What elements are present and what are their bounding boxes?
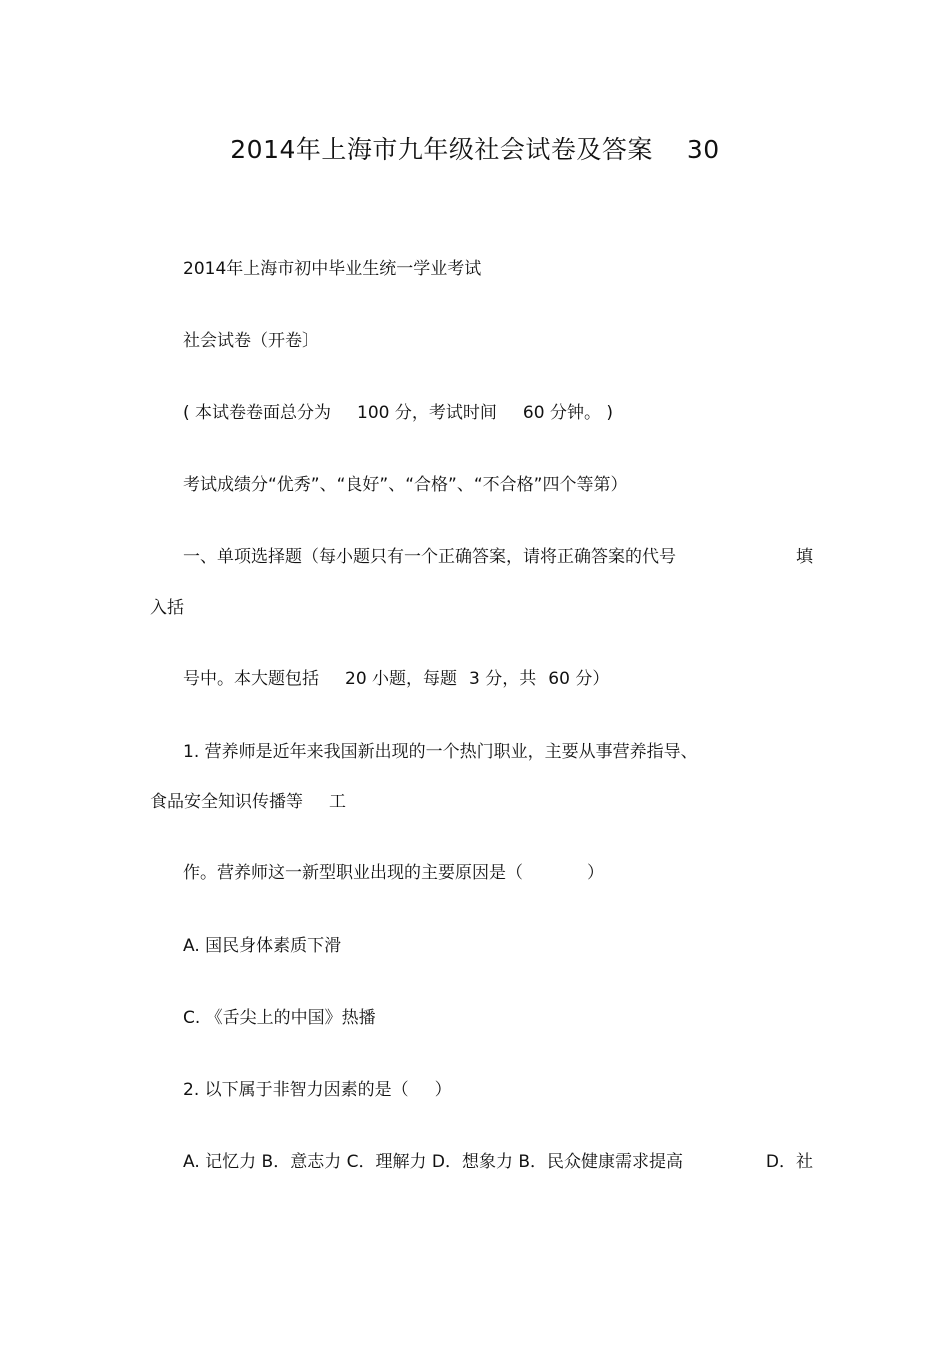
section-heading-wrap: 入括: [150, 598, 184, 618]
question-2-options: A. 记忆力 B．意志力 C．理解力 D．想象力 B．民众健康需求提高 D．社: [183, 1152, 813, 1172]
exam-name: 2014年上海市初中毕业生统一学业考试: [183, 259, 482, 279]
question-1-option-c: C. 《舌尖上的中国》热播: [183, 1008, 376, 1028]
title-number: 30: [686, 135, 720, 164]
section-heading: 一、单项选择题（每小题只有一个正确答案，请将正确答案的代号 填: [183, 547, 813, 567]
paper-type: 社会试卷（开卷〕: [183, 331, 319, 351]
question-1-option-a: A. 国民身体素质下滑: [183, 936, 342, 956]
page-title: [0, 130, 950, 166]
section-scoring: 号中。本大题包括 20 小题，每题 3 分，共 60 分）: [183, 669, 610, 689]
question-1-stem: 作。营养师这一新型职业出现的主要原因是（ ）: [183, 863, 604, 883]
question-1: 1. 营养师是近年来我国新出现的一个热门职业，主要从事营养指导、: [183, 742, 698, 762]
question-2: 2. 以下属于非智力因素的是（ ）: [183, 1080, 452, 1100]
score-time-note: ( 本试卷卷面总分为 100 分，考试时间 60 分钟。 ): [183, 403, 613, 423]
title-main: 2014年上海市九年级社会试卷及答案: [230, 135, 653, 164]
question-1-wrap: 食品安全知识传播等 工: [150, 792, 346, 812]
grading-note: 考试成绩分“优秀”、“良好”、“合格”、“不合格”四个等第）: [183, 475, 628, 495]
